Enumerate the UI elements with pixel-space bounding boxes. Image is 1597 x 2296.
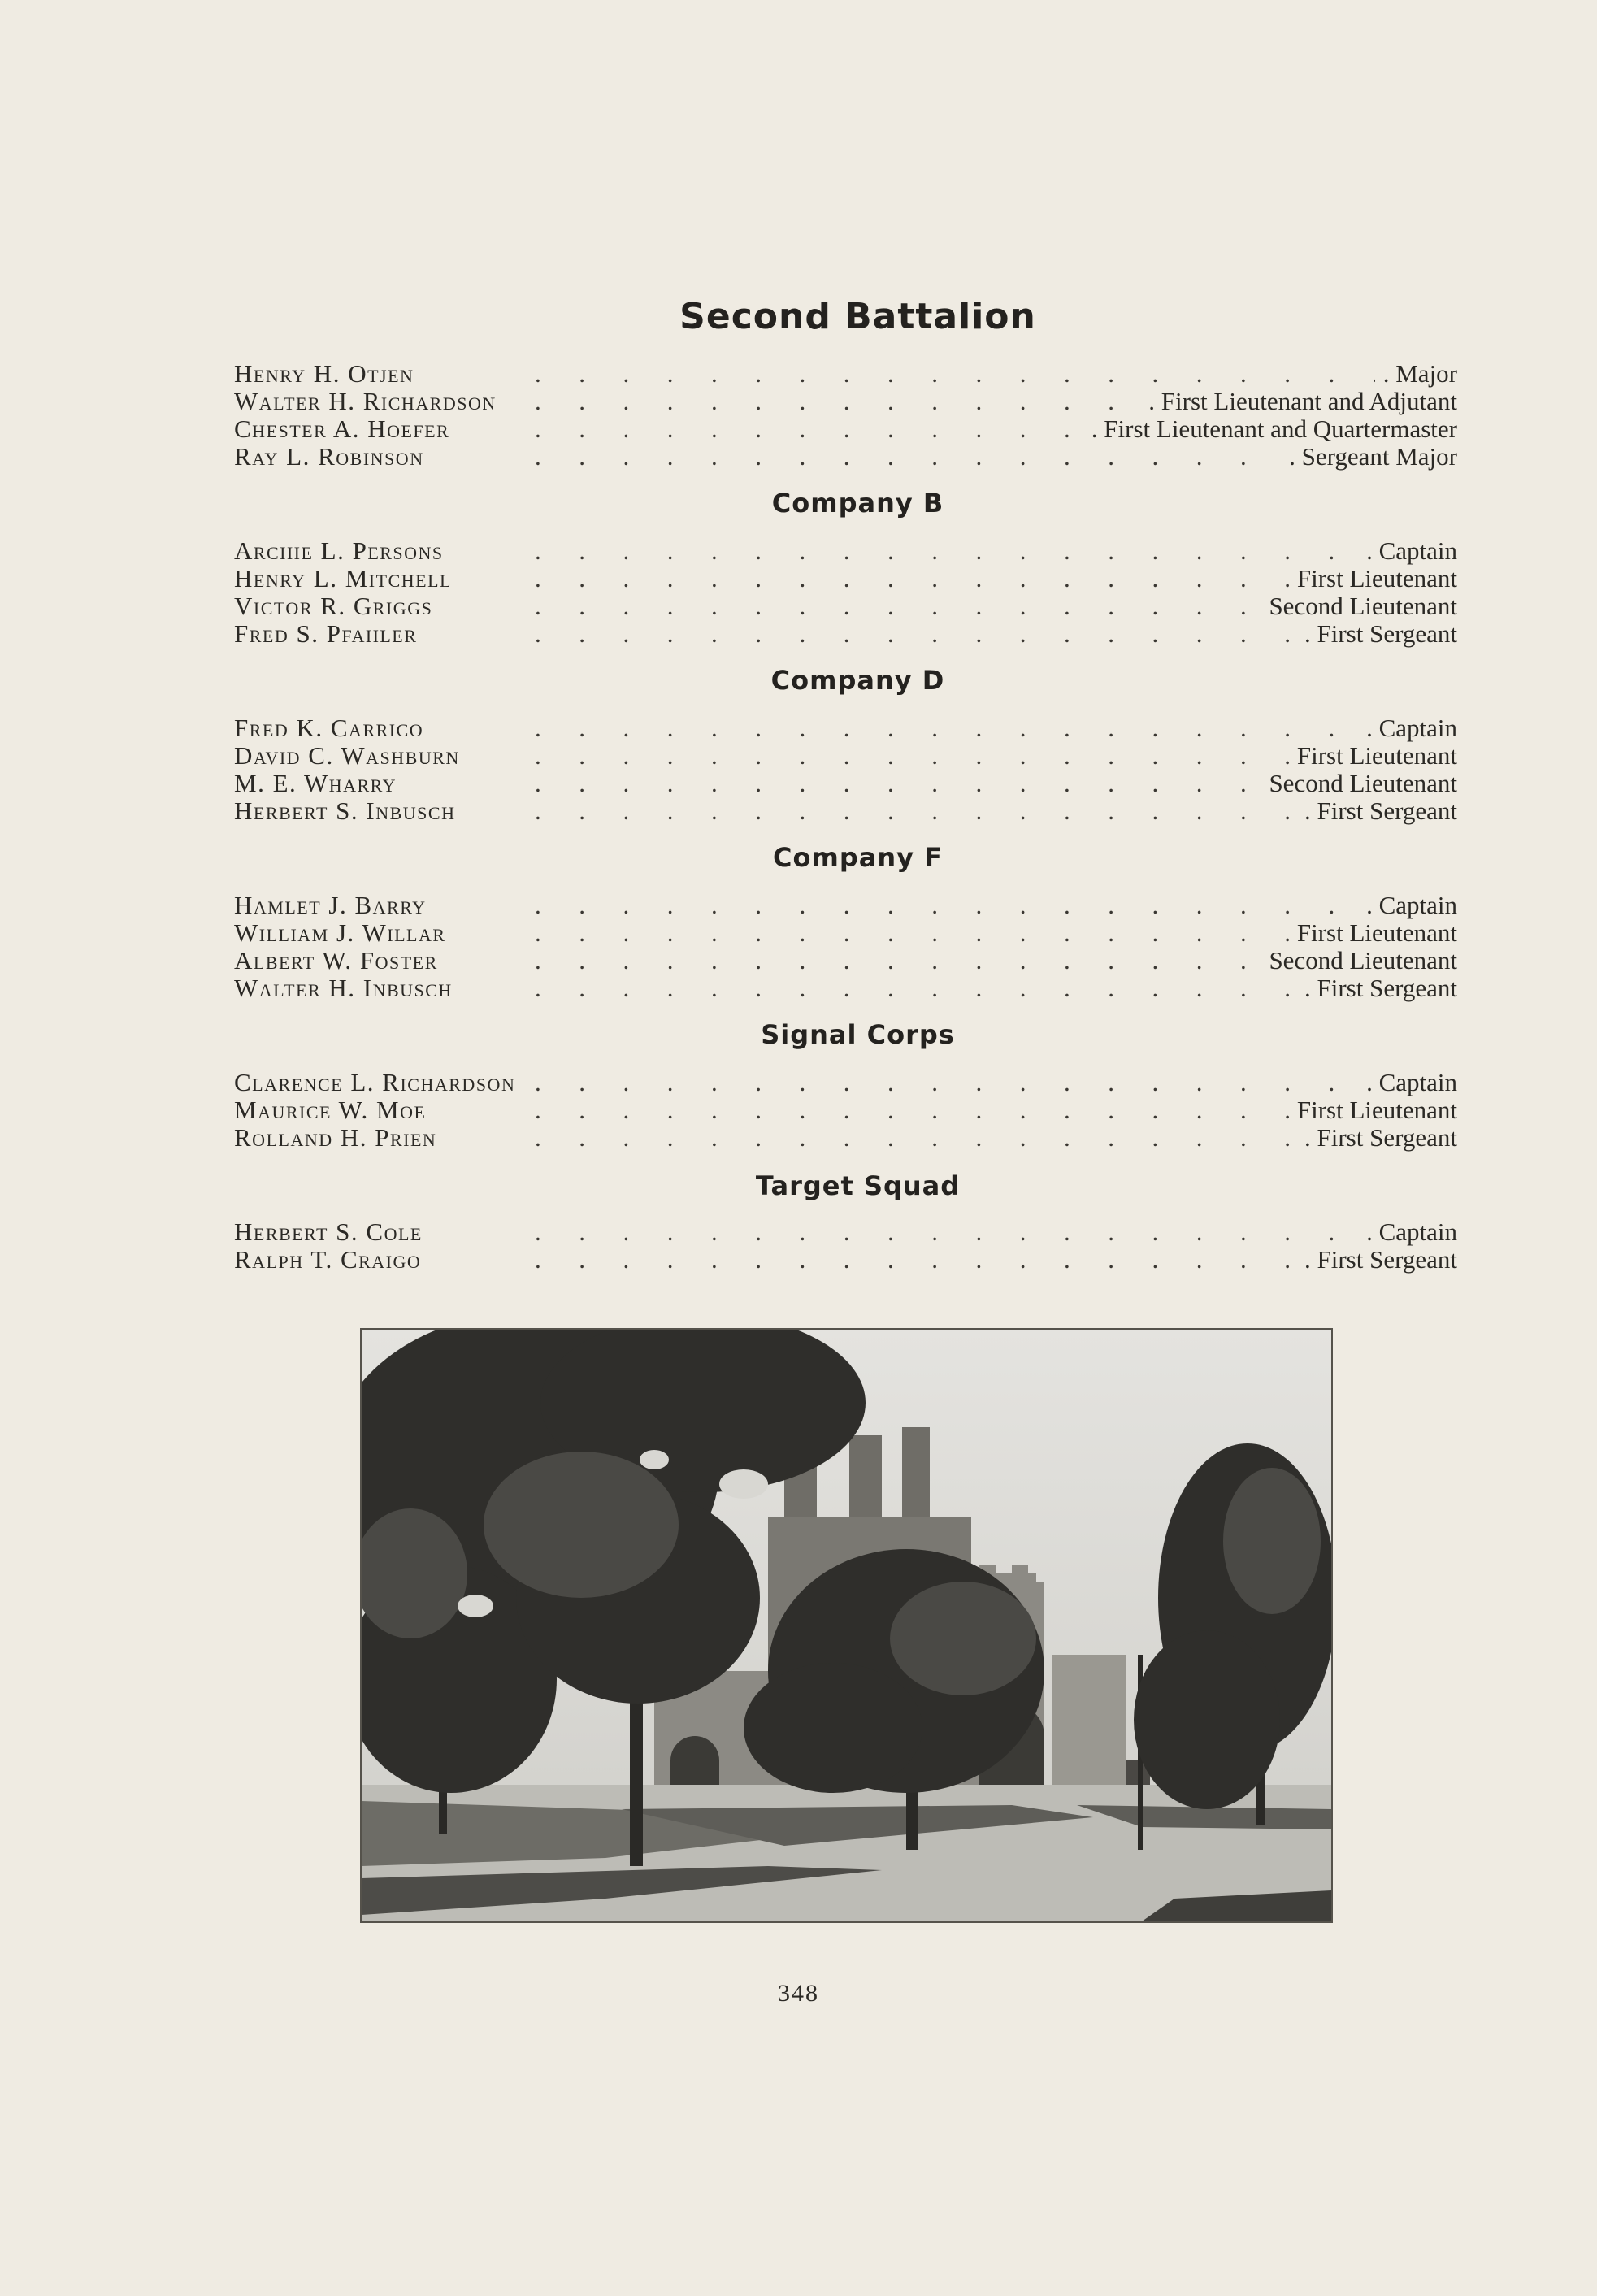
dot-leader xyxy=(535,1069,1457,1096)
officer-name: Albert W. Foster xyxy=(234,946,438,974)
armory-photograph xyxy=(360,1328,1333,1923)
officer-rank: . First Sergeant xyxy=(1296,1246,1457,1274)
officer-rank: . Captain xyxy=(1358,714,1457,742)
dot-leader xyxy=(535,360,1457,388)
dot-leader xyxy=(535,714,1457,742)
officer-rank: . Sergeant Major xyxy=(1281,443,1457,471)
officer-name: Chester A. Hoefer xyxy=(234,414,450,443)
roster-row xyxy=(234,537,1457,565)
section-heading: Target Squad xyxy=(755,1170,961,1201)
officer-name: Maurice W. Moe xyxy=(234,1096,427,1124)
officer-name: Herbert S. Cole xyxy=(234,1217,423,1246)
officer-rank: . First Lieutenant and Adjutant xyxy=(1140,388,1457,415)
roster-row xyxy=(234,360,1457,388)
officer-name: Victor R. Griggs xyxy=(234,592,433,620)
page-title: Second Battalion xyxy=(679,296,1036,337)
officer-rank: First Lieutenant xyxy=(1289,742,1457,770)
section-heading: Company F xyxy=(773,842,943,873)
roster-row xyxy=(234,1069,1457,1096)
section-heading: Company D xyxy=(770,665,945,696)
officer-rank: First Lieutenant xyxy=(1289,1096,1457,1124)
officer-name: Fred K. Carrico xyxy=(234,714,424,742)
officer-rank: First Lieutenant xyxy=(1289,919,1457,947)
officer-rank: Second Lieutenant xyxy=(1261,592,1457,620)
officer-name: Herbert S. Inbusch xyxy=(234,796,456,825)
officer-name: Ralph T. Craigo xyxy=(234,1245,422,1274)
officer-name: William J. Willar xyxy=(234,918,446,947)
photo-illustration xyxy=(362,1330,1331,1921)
officer-name: M. E. Wharry xyxy=(234,769,397,797)
roster-row xyxy=(234,919,1457,947)
roster-row xyxy=(234,592,1457,620)
officer-rank: . First Sergeant xyxy=(1296,620,1457,648)
roster-row xyxy=(234,770,1457,797)
dot-leader xyxy=(535,537,1457,565)
officer-name: Fred S. Pfahler xyxy=(234,619,418,648)
officer-name: Hamlet J. Barry xyxy=(234,891,427,919)
officer-rank: . Captain xyxy=(1358,892,1457,919)
officer-name: Henry L. Mitchell xyxy=(234,564,452,592)
officer-rank: Second Lieutenant xyxy=(1261,770,1457,797)
dot-leader xyxy=(535,892,1457,919)
officer-name: Clarence L. Richardson xyxy=(234,1068,516,1096)
roster-row xyxy=(234,443,1457,471)
roster-row xyxy=(234,742,1457,770)
officer-name: Henry H. Otjen xyxy=(234,359,414,388)
officer-name: David C. Washburn xyxy=(234,741,460,770)
officer-name: Archie L. Persons xyxy=(234,536,444,565)
roster-row xyxy=(234,415,1457,443)
officer-rank: . Captain xyxy=(1358,1218,1457,1246)
roster-row xyxy=(234,1246,1457,1274)
page-number: 348 xyxy=(778,1980,819,2007)
dot-leader xyxy=(535,1218,1457,1246)
roster-row xyxy=(234,1096,1457,1124)
roster-row xyxy=(234,714,1457,742)
officer-rank: Second Lieutenant xyxy=(1261,947,1457,974)
officer-rank: . First Lieutenant and Quartermaster xyxy=(1083,415,1457,443)
officer-rank: . Major xyxy=(1375,360,1457,388)
officer-rank: . Captain xyxy=(1358,537,1457,565)
officer-rank: . First Sergeant xyxy=(1296,797,1457,825)
roster-row xyxy=(234,892,1457,919)
roster-row xyxy=(234,974,1457,1002)
section-heading: Company B xyxy=(771,488,944,519)
section-heading: Signal Corps xyxy=(761,1019,955,1050)
officer-rank: . Captain xyxy=(1358,1069,1457,1096)
roster-row xyxy=(234,1124,1457,1152)
officer-name: Walter H. Richardson xyxy=(234,387,497,415)
officer-rank: . First Sergeant xyxy=(1296,974,1457,1002)
officer-name: Rolland H. Prien xyxy=(234,1123,437,1152)
roster-row xyxy=(234,388,1457,415)
officer-rank: First Lieutenant xyxy=(1289,565,1457,592)
roster-row xyxy=(234,947,1457,974)
roster-row xyxy=(234,565,1457,592)
roster-row xyxy=(234,620,1457,648)
officer-name: Walter H. Inbusch xyxy=(234,974,453,1002)
officer-name: Ray L. Robinson xyxy=(234,442,424,471)
roster-row xyxy=(234,1218,1457,1246)
roster-row xyxy=(234,797,1457,825)
officer-rank: . First Sergeant xyxy=(1296,1124,1457,1152)
